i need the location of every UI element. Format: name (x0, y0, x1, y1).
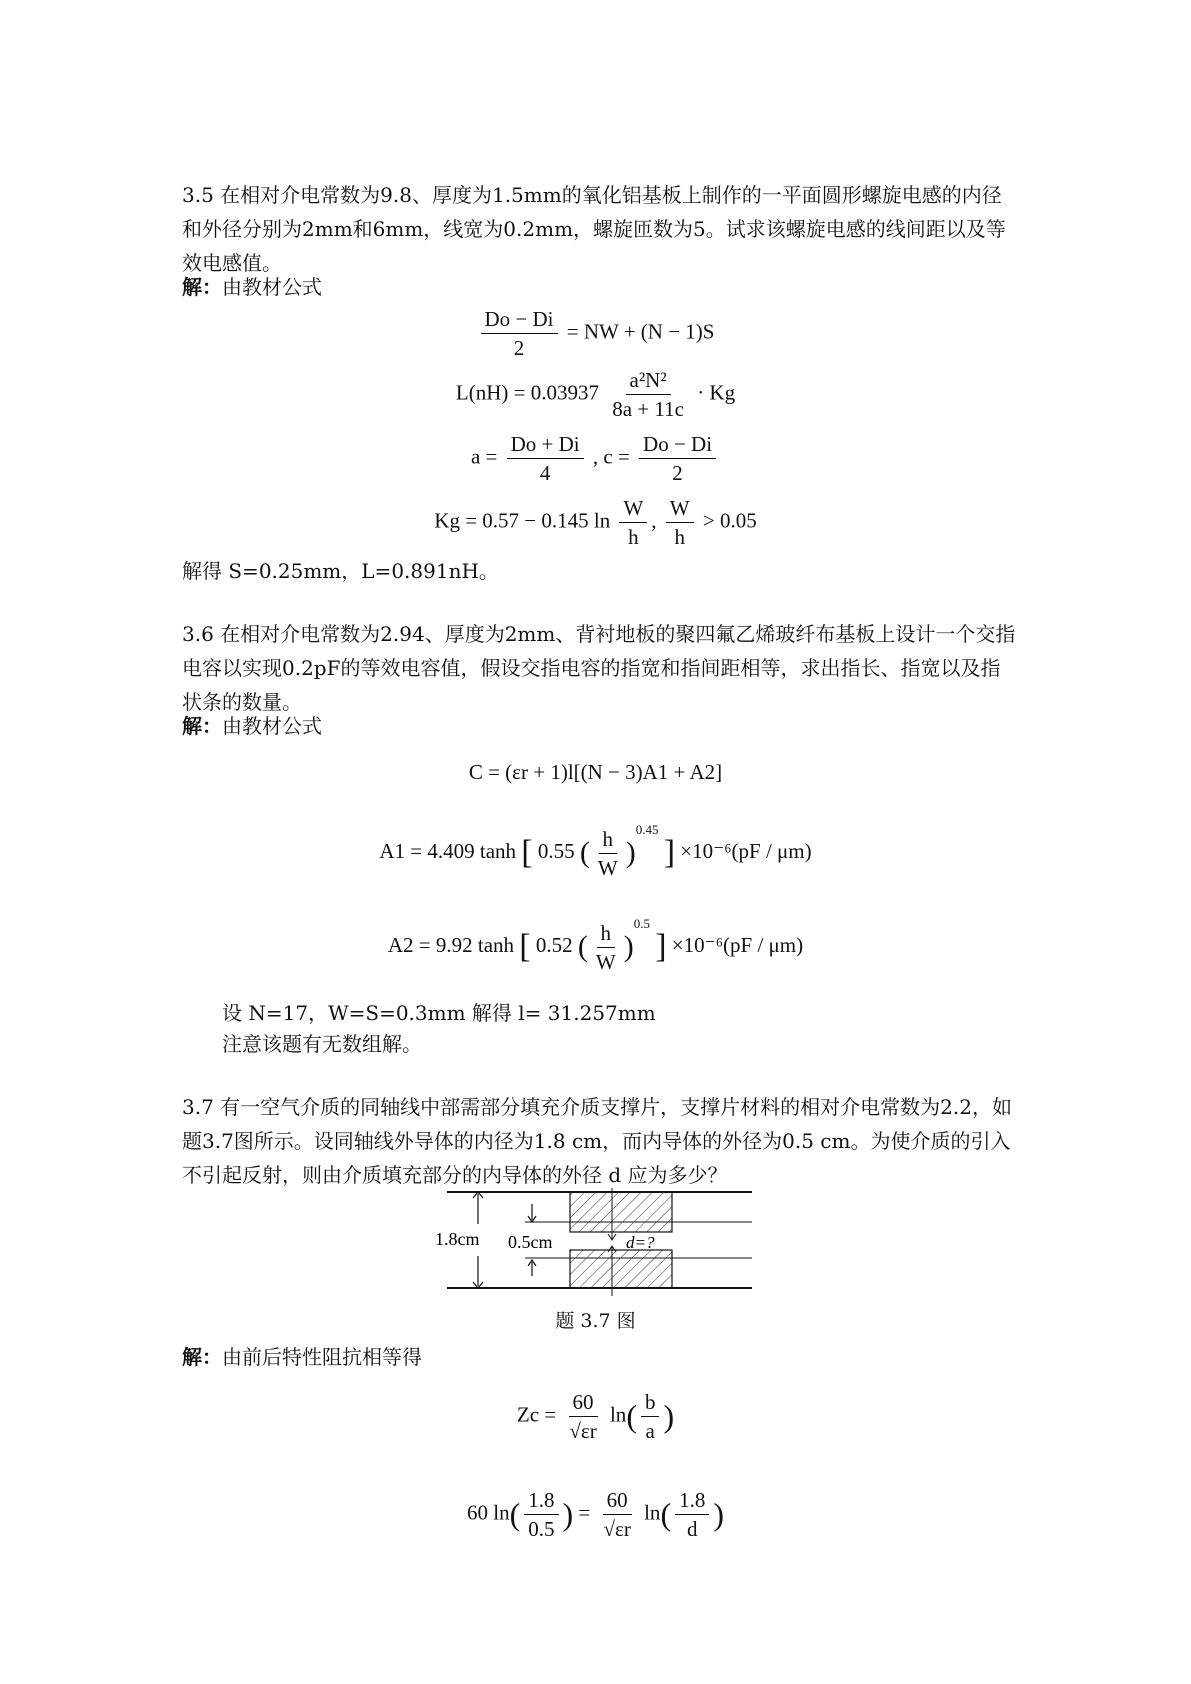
paren: ( (579, 836, 590, 870)
denominator: √εr (569, 1419, 597, 1443)
paren: ) (713, 1496, 724, 1532)
numerator: W (666, 494, 694, 523)
coefficient: 0.55 (537, 839, 575, 863)
equation-3-5-2 (0, 366, 1191, 423)
fraction (641, 1388, 660, 1445)
exponent: 0.5 (633, 916, 650, 931)
equals: = (578, 1500, 591, 1525)
problem-3-6-result-1: 设 N=17，W=S=0.3mm 解得 l= 31.257mm (222, 1001, 656, 1025)
equation-lhs: A2 = 9.92 tanh (387, 933, 515, 957)
fraction (675, 1486, 709, 1543)
equation-3-5-4: Kg = 0.57 − 0.145 ln $\frac{W}{h}$ , $\frac{W}{h}$ > 0.05 (434, 496, 757, 549)
fraction (639, 430, 716, 487)
bracket: ] (663, 834, 676, 872)
numerator: b (641, 1388, 660, 1417)
denominator: 2 (513, 336, 525, 360)
dielectric-support-top (570, 1192, 672, 1232)
denominator: h (628, 525, 639, 549)
paren: ( (577, 930, 588, 964)
coax-figure (430, 1188, 770, 1298)
numerator: Do − Di (481, 305, 558, 334)
bracket: [ (521, 834, 533, 872)
solve-label: 解： (182, 1345, 222, 1369)
equation-rhs: ×10⁻⁶(pF / μm) (680, 839, 812, 863)
equation-3-6-2 (0, 822, 1191, 882)
equation-lhs: Zc = (516, 1402, 557, 1427)
fraction (594, 825, 622, 882)
equation-lhs: 60 ln (467, 1500, 510, 1525)
problem-3-5-text: 3.5 在相对介电常数为9.8、厚度为1.5mm的氧化铝基板上制作的一平面圆形螺旋电感的内径和外径分别为2mm和6mm，线宽为0.2mm，螺旋匝数为5。试求该螺旋电感的线间距以及等效电感值。 (182, 183, 1006, 275)
solve-label: 解： (182, 275, 222, 299)
denominator: a (645, 1419, 655, 1443)
paren: ( (509, 1496, 521, 1532)
equation-rhs: > 0.05 (702, 508, 757, 533)
equation-mid: , c = (592, 444, 630, 469)
fraction (481, 305, 558, 362)
numerator: 60 (569, 1388, 598, 1417)
coefficient: 0.52 (535, 933, 573, 957)
equation-3-6-1: C = (εr + 1)l[(N − 3)A1 + A2] (468, 760, 723, 784)
problem-3-6-text: 3.6 在相对介电常数为2.94、厚度为2mm、背衬地板的聚四氟乙烯玻纤布基板上设计一个交指电容以实现0.2pF的等效电容值，假设交指电容的指宽和指间距相等，求出指长、指宽以及指状条的数量。 (182, 622, 1016, 714)
equation-rhs: = NW + (N − 1)S (566, 319, 715, 344)
numerator: a²N² (626, 366, 671, 395)
fraction (592, 919, 620, 976)
exponent: 0.45 (635, 822, 659, 837)
denominator: h (674, 525, 685, 549)
dielectric-support-bottom (570, 1250, 672, 1288)
numerator: 1.8 (675, 1486, 709, 1515)
numerator: 60 (603, 1486, 632, 1515)
denominator: 2 (672, 461, 683, 485)
numerator: h (599, 825, 618, 854)
solve-text: 由前后特性阻抗相等得 (222, 1345, 422, 1369)
denominator: √εr (603, 1517, 631, 1541)
fraction (619, 494, 647, 551)
equation-lhs: a = (470, 444, 498, 469)
outer-diameter-label: 1.8cm (435, 1229, 480, 1249)
problem-3-6-result-2: 注意该题有无数组解。 (222, 1032, 422, 1056)
fraction (524, 1486, 558, 1543)
problem-3-5-result: 解得 S=0.25mm，L=0.891nH。 (182, 559, 499, 583)
problem-3-5-solve (182, 272, 322, 302)
denominator: 8a + 11c (612, 397, 684, 421)
equation-lhs: Kg = 0.57 − 0.145 ln (434, 508, 611, 533)
paren: ) (623, 930, 634, 964)
paren: ( (660, 1496, 672, 1532)
equation-3-6-3 (0, 916, 1191, 976)
equation-3-5-1 (0, 305, 1191, 362)
paren: ( (626, 1398, 637, 1434)
denominator: 0.5 (528, 1517, 555, 1541)
equation-3-7-2 (0, 1486, 1191, 1543)
numerator: Do − Di (639, 430, 716, 459)
equation-lhs: L(nH) = 0.03937 (455, 380, 599, 405)
fraction (507, 430, 584, 487)
fraction (565, 1388, 600, 1445)
equation-rhs: · Kg (697, 380, 736, 405)
paren: ) (562, 1496, 574, 1532)
fraction (608, 366, 688, 423)
solve-text: 由教材公式 (222, 275, 322, 299)
solve-label: 解： (182, 714, 222, 738)
equation-3-7-1 (0, 1388, 1191, 1445)
paren: ) (625, 836, 636, 870)
fraction (666, 494, 694, 551)
denominator: d (686, 1517, 698, 1541)
numerator: 1.8 (524, 1486, 558, 1515)
denominator: W (597, 855, 618, 880)
equation-lhs: A1 = 4.409 tanh (379, 839, 517, 863)
solve-text: 由教材公式 (222, 714, 322, 738)
paren: ) (663, 1398, 675, 1434)
figure-caption: 题 3.7 图 (555, 1310, 636, 1332)
bracket: ] (655, 928, 667, 966)
ln-text: ln (644, 1500, 661, 1525)
numerator: Do + Di (507, 430, 584, 459)
denominator: 4 (539, 461, 551, 485)
equation-3-5-3 (0, 430, 1191, 487)
equation-rhs: ×10⁻⁶(pF / μm) (671, 933, 804, 957)
problem-3-7-text: 3.7 有一空气介质的同轴线中部需部分填充介质支撑片，支撑片材料的相对介电常数为2.2，如题3.7图所示。设同轴线外导体的内径为1.8 cm，而内导体的外径为0.5 cm。为使介质的引入不引起反射，则由介质填充部分的内导体的外径 d 应为多少？ (182, 1095, 1012, 1187)
problem-3-7-solve (182, 1342, 422, 1372)
numerator: h (597, 919, 616, 948)
numerator: W (619, 494, 647, 523)
bracket: [ (519, 928, 531, 966)
fraction (600, 1486, 635, 1543)
problem-3-6-solve (182, 711, 322, 741)
inner-diameter-label: 0.5cm (508, 1232, 553, 1252)
denominator: W (595, 949, 616, 974)
ln-text: ln (609, 1402, 627, 1427)
d-label: d=? (626, 1233, 655, 1252)
